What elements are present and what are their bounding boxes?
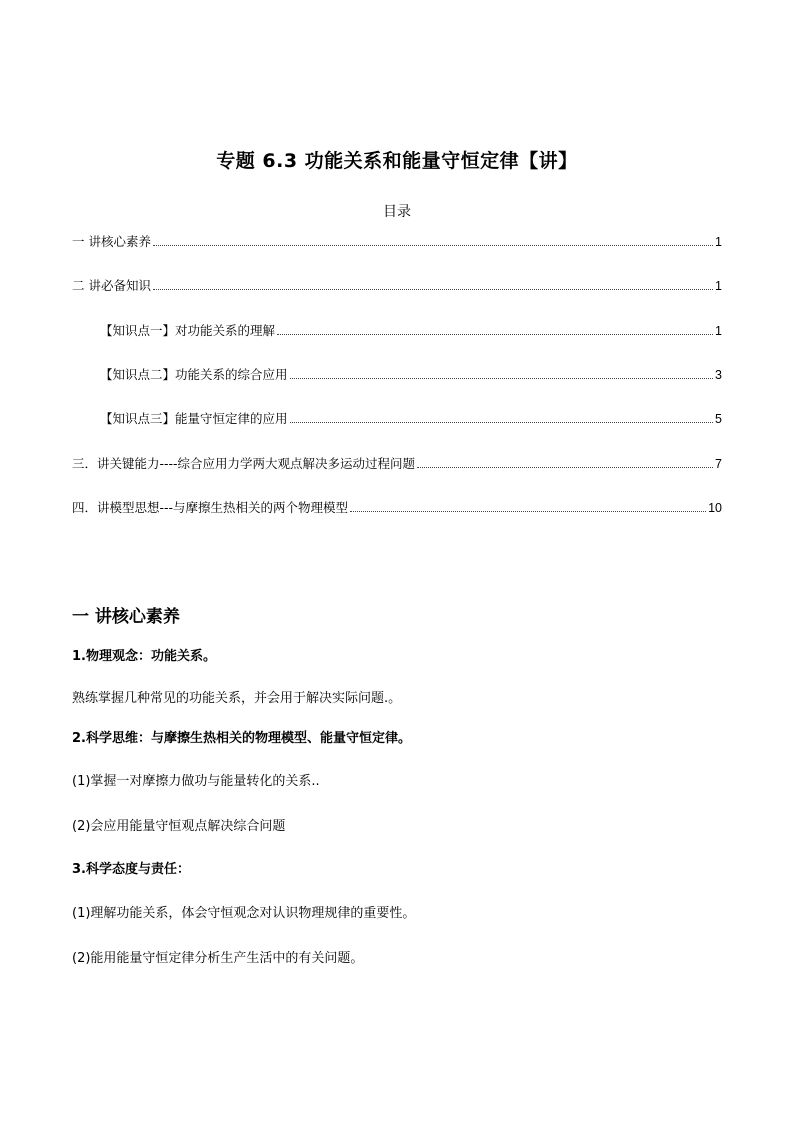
toc-leader-dots — [417, 467, 713, 468]
section-heading: 一 讲核心素养 — [72, 607, 180, 627]
toc-entry-essential-knowledge[interactable] — [72, 278, 722, 294]
toc-page-number: 7 — [715, 457, 722, 471]
document-title: 专题 6.3 功能关系和能量守恒定律【讲】 — [216, 150, 578, 172]
body-line: 1.物理观念：功能关系。 — [72, 649, 216, 664]
toc-leader-dots — [290, 422, 714, 423]
body-line: 熟练掌握几种常见的功能关系，并会用于解决实际问题.。 — [72, 691, 402, 706]
toc-leader-dots — [153, 289, 713, 290]
toc-page-number: 1 — [715, 324, 722, 338]
toc-entry-knowledge-point-1[interactable] — [100, 323, 722, 339]
body-line: (1)理解功能关系，体会守恒观念对认识物理规律的重要性。 — [72, 906, 416, 921]
toc-leader-dots — [350, 511, 706, 512]
toc-entry-knowledge-point-2[interactable] — [100, 367, 722, 383]
toc-page-number: 5 — [715, 412, 722, 426]
toc-entry-model-thinking[interactable] — [72, 500, 722, 516]
body-line: 2.科学思维：与摩擦生热相关的物理模型、能量守恒定律。 — [72, 731, 411, 746]
toc-entry-key-ability[interactable] — [72, 456, 722, 472]
toc-entry-text: 二 讲必备知识 — [72, 278, 151, 293]
body-line: 3.科学态度与责任： — [72, 862, 190, 877]
toc-page-number: 1 — [715, 235, 722, 249]
toc-page-number: 10 — [708, 501, 722, 515]
toc-entry-text: 三．讲关键能力----综合应用力学两大观点解决多运动过程问题 — [72, 456, 416, 471]
toc-heading: 目录 — [383, 204, 411, 220]
toc-entry-core-literacy[interactable] — [72, 234, 722, 250]
toc-entry-text: 四．讲模型思想---与摩擦生热相关的两个物理模型 — [72, 500, 349, 515]
toc-page-number: 1 — [715, 279, 722, 293]
toc-entry-text: 【知识点三】能量守恒定律的应用 — [100, 411, 288, 426]
body-line: (2)能用能量守恒定律分析生产生活中的有关问题。 — [72, 951, 364, 966]
toc-entry-text: 一 讲核心素养 — [72, 234, 151, 249]
toc-leader-dots — [153, 245, 713, 246]
toc-entry-text: 【知识点二】功能关系的综合应用 — [100, 367, 288, 382]
toc-leader-dots — [277, 334, 713, 335]
body-line: (1)掌握一对摩擦力做功与能量转化的关系.. — [72, 774, 320, 789]
toc-entry-knowledge-point-3[interactable] — [100, 411, 722, 427]
toc-leader-dots — [290, 378, 714, 379]
toc-entry-text: 【知识点一】对功能关系的理解 — [100, 323, 276, 338]
toc-page-number: 3 — [715, 368, 722, 382]
body-line: (2)会应用能量守恒观点解决综合问题 — [72, 819, 286, 834]
